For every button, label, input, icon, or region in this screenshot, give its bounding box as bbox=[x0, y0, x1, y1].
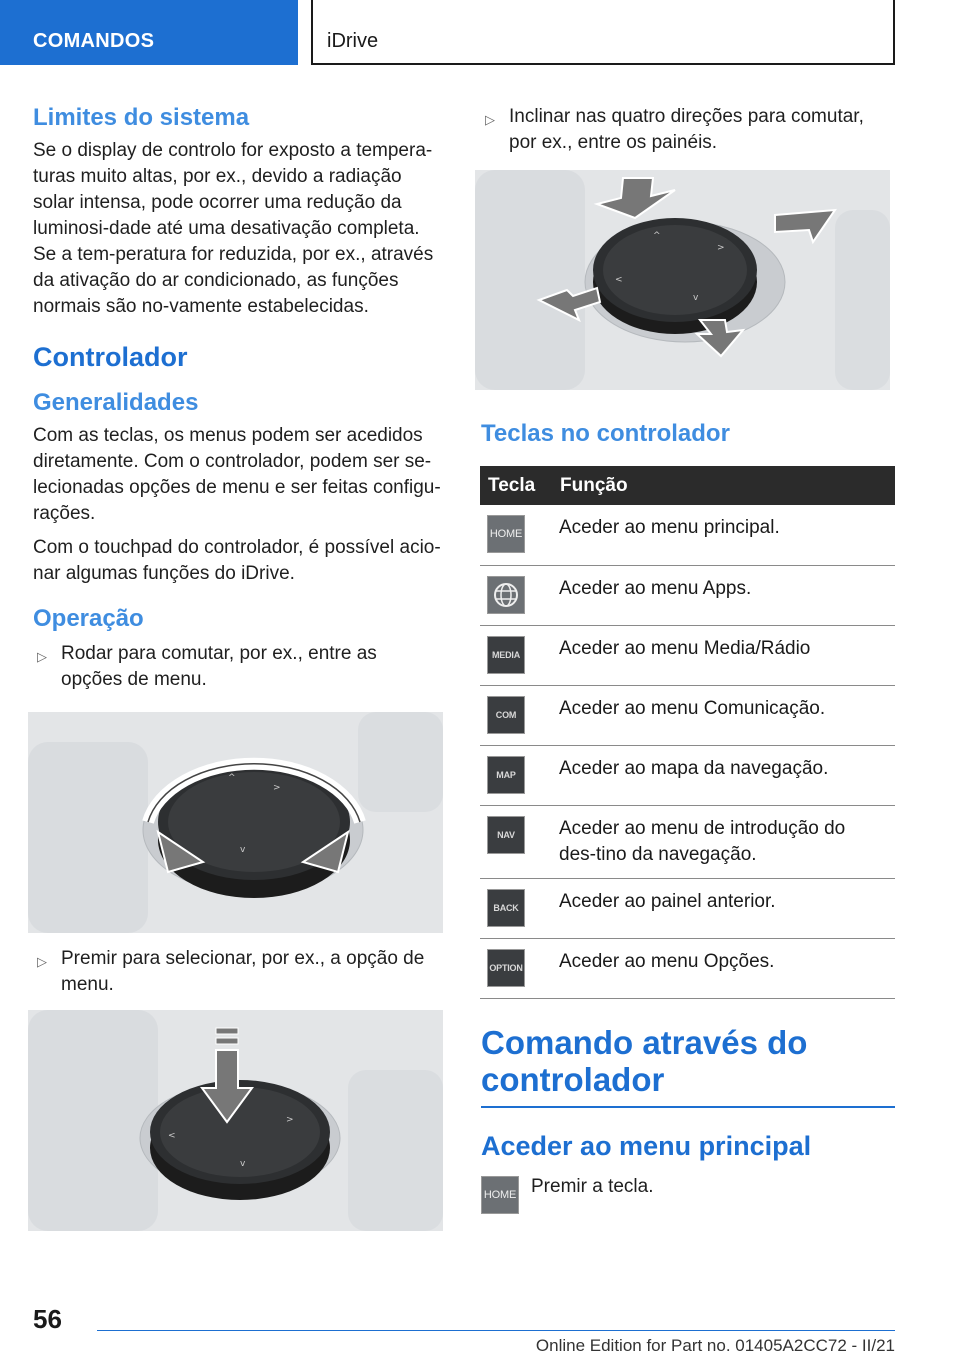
operation-heading: Operação bbox=[33, 605, 144, 632]
svg-text:<: < bbox=[615, 275, 623, 285]
table-row bbox=[480, 878, 895, 938]
back-key-icon: BACK bbox=[487, 889, 525, 927]
controller-heading: Controlador bbox=[33, 342, 188, 372]
left-column bbox=[33, 104, 443, 693]
keys-table-wrap bbox=[480, 466, 895, 999]
svg-text:v: v bbox=[240, 845, 246, 855]
nav-key-icon: NAV bbox=[487, 816, 525, 854]
table-header-row bbox=[480, 466, 895, 505]
keys-heading-wrap bbox=[481, 420, 895, 448]
bullet-press-text: Premir para selecionar, por ex., a opção de menu. bbox=[61, 948, 425, 995]
table-header-key: Tecla bbox=[480, 466, 552, 505]
com-key-icon: COM bbox=[487, 696, 525, 734]
general-text-1: Com as teclas, os menus podem ser acedidos diretamente. Com o controlador, podem ser se-lecionadas opções de menu e ser feitas configu-rações. bbox=[33, 425, 441, 524]
table-row bbox=[480, 805, 895, 878]
key-cell bbox=[480, 625, 552, 685]
svg-text:^: ^ bbox=[228, 773, 236, 783]
bullet-tilt bbox=[481, 104, 895, 156]
function-cell: Aceder ao menu Comunicação. bbox=[552, 685, 895, 745]
page-number: 56 bbox=[33, 1304, 62, 1334]
limits-heading: Limites do sistema bbox=[33, 104, 250, 131]
function-cell: Aceder ao menu de introdução do des-tino da navegação. bbox=[552, 805, 895, 878]
function-cell: Aceder ao menu Opções. bbox=[552, 938, 895, 998]
key-cell bbox=[480, 878, 552, 938]
table-header-function: Função bbox=[552, 466, 895, 505]
controller-tilt-image bbox=[475, 170, 890, 390]
main-menu-heading: Aceder ao menu principal bbox=[481, 1131, 812, 1161]
bullet-triangle-icon: ▷ bbox=[37, 954, 47, 969]
svg-text:<: < bbox=[168, 1131, 176, 1141]
bullet-tilt-text: Inclinar nas quatro direções para comutar, por ex., entre os painéis. bbox=[509, 106, 864, 153]
key-cell bbox=[480, 685, 552, 745]
right-column bbox=[481, 104, 895, 156]
keys-table bbox=[480, 466, 895, 999]
chapter-title: Comando através do controlador bbox=[481, 1024, 895, 1108]
svg-text:>: > bbox=[717, 243, 725, 253]
table-row bbox=[480, 505, 895, 565]
option-key-icon: OPTION bbox=[487, 949, 525, 987]
apps-globe-icon bbox=[487, 576, 525, 614]
svg-text:^: ^ bbox=[653, 231, 661, 241]
keys-heading: Teclas no controlador bbox=[481, 420, 730, 447]
topic-tab bbox=[311, 0, 895, 65]
controller-rotate-image bbox=[28, 712, 443, 933]
main-menu-text: Premir a tecla. bbox=[531, 1176, 654, 1197]
table-row bbox=[480, 625, 895, 685]
key-cell bbox=[480, 745, 552, 805]
general-heading: Generalidades bbox=[33, 389, 199, 416]
function-cell: Aceder ao painel anterior. bbox=[552, 878, 895, 938]
footer-divider bbox=[97, 1330, 895, 1331]
map-key-icon: MAP bbox=[487, 756, 525, 794]
home-key-icon: HOME bbox=[481, 1176, 519, 1214]
general-text-2: Com o touchpad do controlador, é possível acio-nar algumas funções do iDrive. bbox=[33, 537, 441, 584]
bullet-triangle-icon: ▷ bbox=[37, 649, 47, 664]
function-cell: Aceder ao menu Apps. bbox=[552, 565, 895, 625]
key-cell bbox=[480, 938, 552, 998]
home-key-icon: HOME bbox=[487, 515, 525, 553]
table-row bbox=[480, 745, 895, 805]
main-menu-section bbox=[481, 1131, 895, 1216]
footer-edition: Online Edition for Part no. 01405A2CC72 - II/21 bbox=[535, 1336, 895, 1355]
svg-text:v: v bbox=[240, 1159, 246, 1169]
bullet-rotate-text: Rodar para comutar, por ex., entre as opções de menu. bbox=[61, 643, 377, 690]
main-menu-step bbox=[481, 1176, 895, 1216]
function-cell: Aceder ao menu Media/Rádio bbox=[552, 625, 895, 685]
limits-text: Se o display de controlo for exposto a tempera-turas muito altas, por ex., devido a radiação solar intensa, pode ocorrer uma redução da luminosi-dade até uma desativação completa. Se a tem-peratura for reduzida, por ex., através da ativação do ar condicionado, as funções normais são no-vamente estabelecidas. bbox=[33, 140, 434, 317]
key-cell bbox=[480, 505, 552, 565]
svg-text:>: > bbox=[273, 783, 281, 793]
bullet-triangle-icon: ▷ bbox=[485, 112, 495, 127]
media-key-icon: MEDIA bbox=[487, 636, 525, 674]
function-cell: Aceder ao mapa da navegação. bbox=[552, 745, 895, 805]
svg-text:>: > bbox=[286, 1115, 294, 1125]
function-cell: Aceder ao menu principal. bbox=[552, 505, 895, 565]
svg-text:v: v bbox=[693, 293, 699, 303]
key-cell bbox=[480, 565, 552, 625]
table-row bbox=[480, 938, 895, 998]
key-cell bbox=[480, 805, 552, 878]
table-row bbox=[480, 565, 895, 625]
topic-label: iDrive bbox=[327, 30, 379, 52]
section-label: COMANDOS bbox=[33, 30, 155, 52]
section-tab bbox=[0, 0, 298, 65]
left-column-2 bbox=[33, 946, 443, 998]
bullet-rotate bbox=[33, 641, 443, 693]
table-row bbox=[480, 685, 895, 745]
controller-press-image bbox=[28, 1010, 443, 1231]
bullet-press bbox=[33, 946, 443, 998]
